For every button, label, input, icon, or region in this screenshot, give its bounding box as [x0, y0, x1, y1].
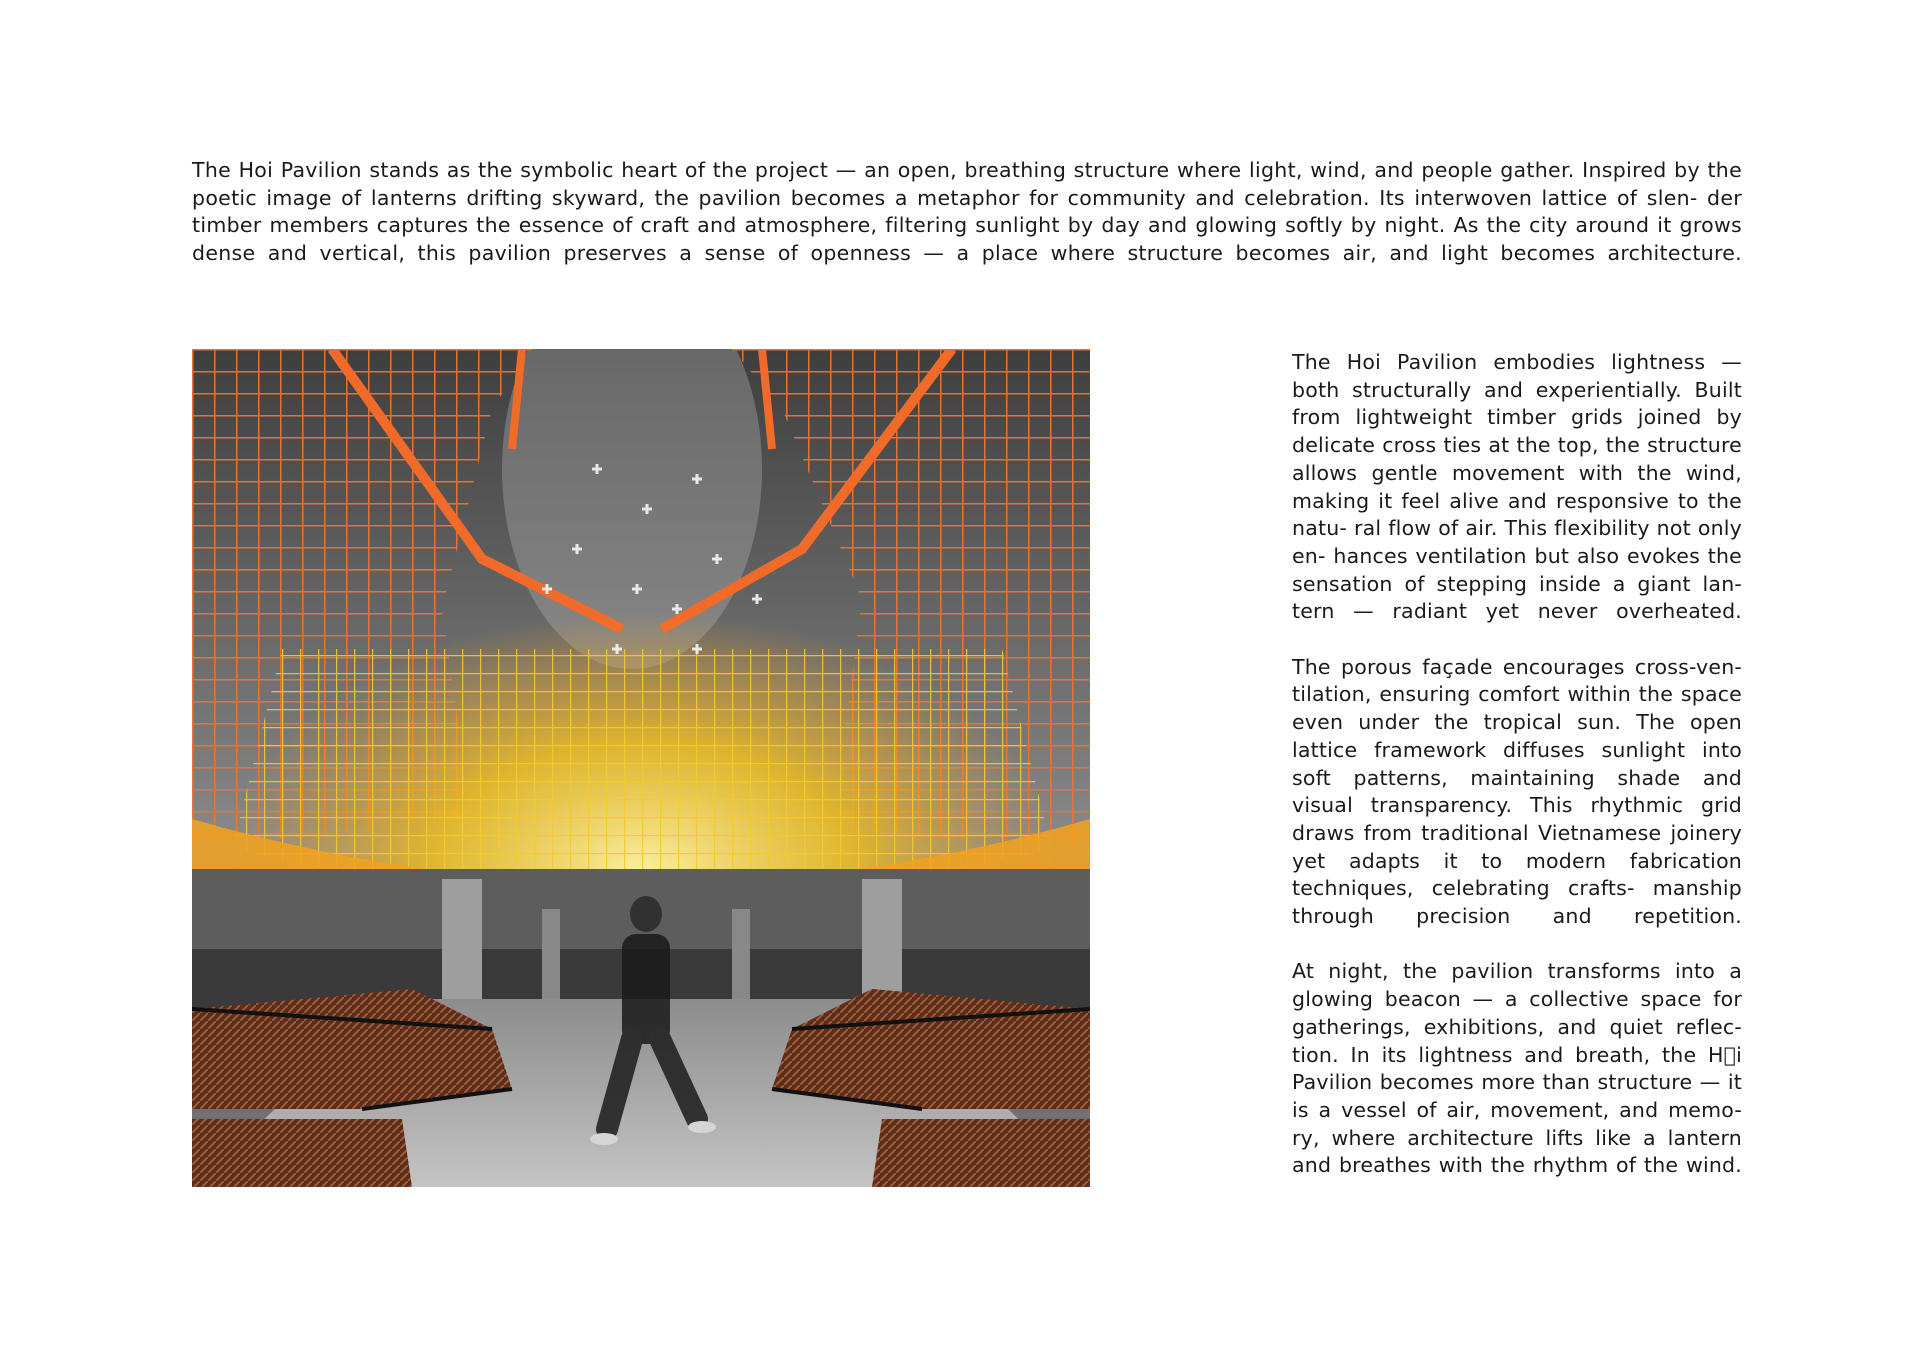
text-line: gatherings, exhibitions, and quiet reflec-: [1292, 1014, 1742, 1039]
text-line: tilation, ensuring comfort within the space: [1292, 682, 1742, 707]
text-line: framework diffuses sunlight into soft patterns,: [1292, 737, 1743, 790]
text-line: structurally and experientially. Built from: [1292, 377, 1742, 430]
text-line: gentle movement with the wind, making: [1292, 460, 1742, 513]
pavilion-render-image: [192, 349, 1090, 1187]
intro-paragraph: [192, 157, 1742, 268]
text-line: The Hoi Pavilion embodies lightness — both: [1292, 350, 1742, 402]
text-line: lightweight timber grids joined by delicate: [1292, 405, 1742, 458]
text-line: cross ties at the top, the structure allows: [1292, 433, 1742, 485]
pavilion-render: [192, 349, 1090, 1187]
description-column: [1292, 349, 1742, 1208]
paragraph-lightness: [1292, 349, 1742, 626]
text-line: This rhythmic grid draws from traditional: [1292, 793, 1742, 845]
intro-line: poetic image of lanterns drifting skyward, the pavilion becomes a metaphor for community and celebration. Its interwoven lattice of slen-: [192, 185, 1708, 210]
text-line: sensation of stepping inside a giant lan-: [1292, 571, 1742, 596]
text-line: fabrication techniques, celebrating crafts-: [1292, 848, 1742, 901]
text-line: ral flow of air. This flexibility not only en-: [1292, 516, 1743, 568]
text-line: is a vessel of air, movement, and memo-: [1292, 1097, 1742, 1122]
text-line: The porous façade encourages cross-ven-: [1292, 654, 1742, 679]
text-line: it feel alive and responsive to the natu-: [1292, 488, 1742, 541]
intro-line: The Hoi Pavilion stands as the symbolic heart of the project — an open, breathing structure where light, wind, and people gather. Inspired by the: [192, 158, 1742, 182]
text-line: hances ventilation but also evokes the: [1333, 543, 1742, 568]
text-line: tern — radiant yet never overheated.: [1292, 599, 1742, 624]
text-line: Pavilion becomes more than structure — it: [1292, 1070, 1742, 1095]
text-line: ry, where architecture lifts like a lantern: [1292, 1125, 1742, 1150]
text-line: tion. In its lightness and breath, the H i: [1292, 1042, 1742, 1067]
intro-line: grows dense and vertical, this pavilion preserves a sense of openness — a place where structure becomes air, and light becomes architecture.: [192, 213, 1742, 266]
text-line: At night, the pavilion transforms into a: [1292, 959, 1742, 984]
paragraph-facade: [1292, 654, 1742, 931]
text-line: and breathes with the rhythm of the wind.: [1292, 1153, 1742, 1178]
text-line: maintaining shade and visual transparency.: [1292, 765, 1743, 818]
intro-line: der timber members captures the essence of craft and atmosphere, filtering sunlight by day and glowing softly by night. As the city around it: [192, 185, 1742, 238]
text-line: Vietnamese joinery yet adapts it to modern: [1292, 820, 1742, 873]
text-line: glowing beacon — a collective space for: [1292, 987, 1742, 1012]
paragraph-night: [1292, 958, 1742, 1180]
text-line: even under the tropical sun. The open lattice: [1292, 710, 1742, 762]
text-line: manship through precision and repetition.: [1292, 876, 1742, 929]
